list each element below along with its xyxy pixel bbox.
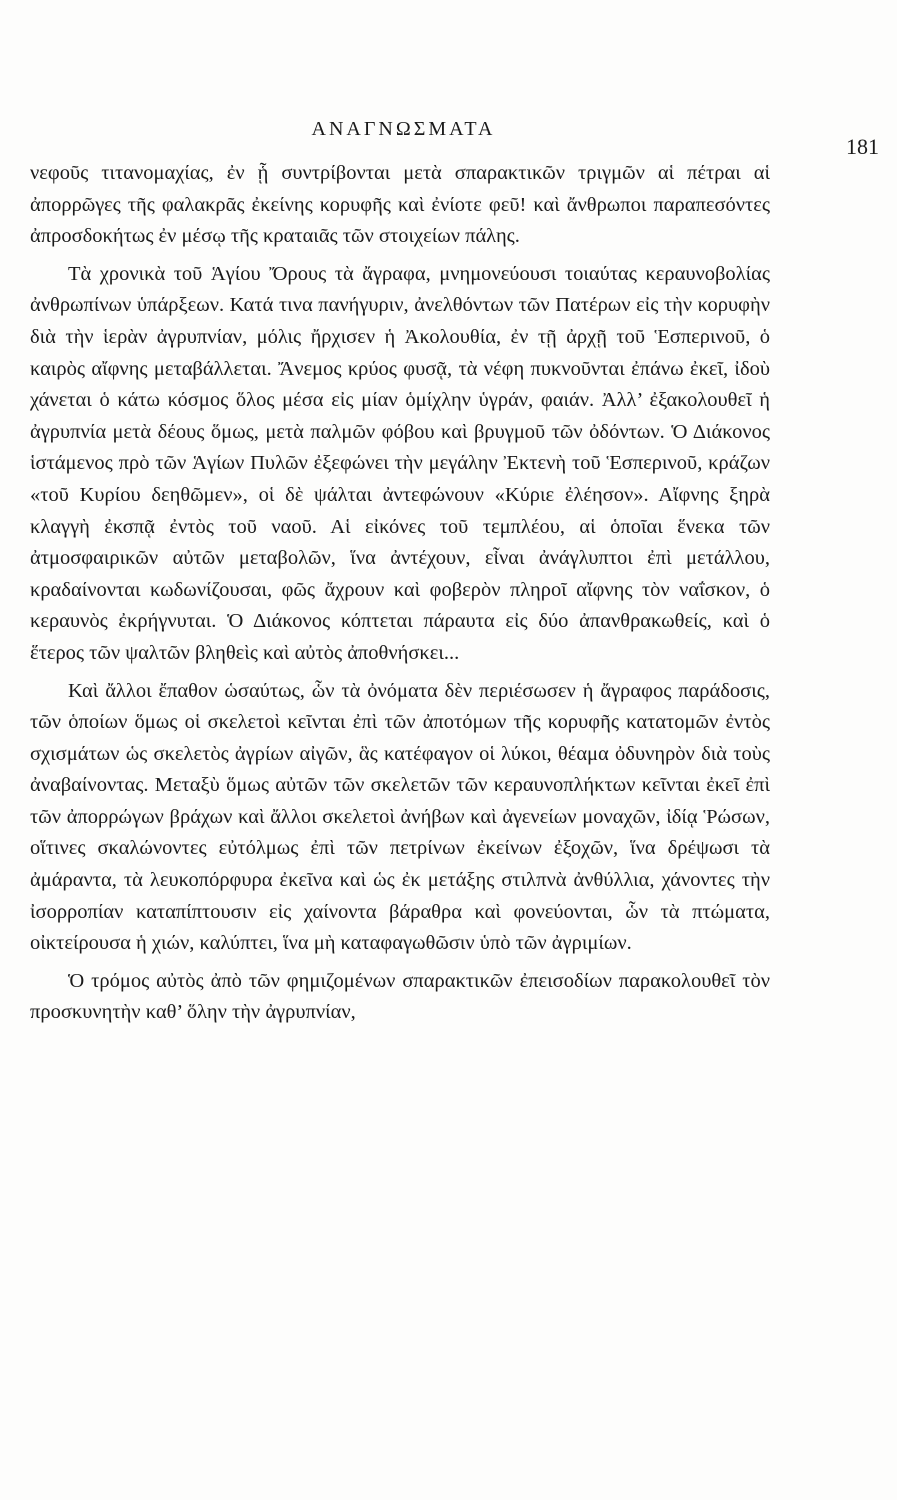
paragraph: Τὰ χρονικὰ τοῦ Ἁγίου Ὄρους τὰ ἄγραφα, μνημονεύουσι τοιαύτας κεραυνοβολίας ἀνθρωπίνων ὑπάρξεων. Κατά τινα πανήγυριν, ἀνελθόντων τῶν Πατέρων εἰς τὴν κορυφὴν διὰ τὴν ἱερὰν ἀγρυπνίαν, μόλις ἤρχισεν ἡ Ἀκολουθία, ἐν τῇ ἀρχῇ τοῦ Ἑσπερινοῦ, ὁ καιρὸς αἴφνης μεταβάλλεται. Ἄνεμος κρύος φυσᾷ, τὰ νέφη πυκνοῦνται ἐπάνω ἐκεῖ, ἰδοὺ χάνεται ὁ κάτω κόσμος ὅλος μέσα εἰς μίαν ὁμίχλην ὑγράν, φαιάν. Ἀλλ’ ἐξακολουθεῖ ἡ ἀγρυπνία μετὰ δέους ὅμως, μετὰ παλμῶν φόβου καὶ βρυγμοῦ τῶν ὀδόντων. Ὁ Διάκονος ἱστάμενος πρὸ τῶν Ἁγίων Πυλῶν ἐξεφώνει τὴν μεγάλην Ἐκτενὴ τοῦ Ἑσπερινοῦ, κράζων «τοῦ Κυρίου δεηθῶμεν», οἱ δὲ ψάλται ἀντεφώνουν «Κύριε ἐλέησον». Αἴφνης ξηρὰ κλαγγὴ ἐκσπᾷ ἐντὸς τοῦ ναοῦ. Αἱ εἰκόνες τοῦ τεμπλέου, αἱ ὁποῖαι ἕνεκα τῶν ἀτμοσφαιρικῶν αὐτῶν μεταβολῶν, ἵνα ἀντέχουν, εἶναι ἀνάγλυπτοι ἐπὶ μετάλλου, κραδαίνονται κωδωνίζουσαι, φῶς ἄχρουν καὶ φοβερὸν πληροῖ αἴφνης τὸν ναΐσκον, ὁ κεραυνὸς ἐκρήγνυται. Ὁ Διάκονος κόπτεται πάραυτα εἰς δύο ἀπανθρακωθείς, καὶ ὁ ἕτερος τῶν ψαλτῶν βληθεὶς καὶ αὐτὸς ἀποθνήσκει... (30, 262, 770, 664)
page-header (30, 118, 879, 159)
page-number: 181 (846, 134, 879, 159)
running-head: ΑΝΑΓΝΩΣΜΑΤΑ (311, 118, 496, 140)
paragraph: Καὶ ἄλλοι ἔπαθον ὡσαύτως, ὧν τὰ ὀνόματα δὲν περιέσωσεν ἡ ἄγραφος παράδοσις, τῶν ὁποίων ὅμως οἱ σκελετοὶ κεῖνται ἐπὶ τῶν ἀποτόμων τῆς κορυφῆς κατατομῶν ἐντὸς σχισμάτων ὡς σκελετὸς ἀγρίων αἰγῶν, ἃς κατέφαγον οἱ λύκοι, θέαμα ὀδυνηρὸν διὰ τοὺς ἀναβαίνοντας. Μεταξὺ ὅμως αὐτῶν τῶν σκελετῶν τῶν κεραυνοπλήκτων κεῖνται ἐκεῖ ἐπὶ τῶν ἀπορρώγων βράχων καὶ ἄλλοι σκελετοὶ ἀνήβων καὶ ἀγενείων μοναχῶν, ἰδίᾳ Ῥώσων, οἵτινες σκαλώνοντες εὐτόλμως ἐπὶ τῶν πετρίνων ἐκείνων ἐξοχῶν, ἵνα δρέψωσι τὰ ἀμάραντα, τὰ λευκοπόρφυρα ἐκεῖνα καὶ ὡς ἐκ μετάξης στιλπνὰ ἀνθύλλια, χάνοντες τὴν ἰσορροπίαν καταπίπτουσιν εἰς χαίνοντα βάραθρα καὶ φονεύονται, ὧν τὰ πτώματα, οἰκτείρουσα ἡ χιών, καλύπτει, ἵνα μὴ καταφαγωθῶσιν ὑπὸ τῶν ἀγριμίων. (30, 679, 770, 955)
paragraph: Ὁ τρόμος αὐτὸς ἀπὸ τῶν φημιζομένων σπαρακτικῶν ἐπεισοδίων παρακολουθεῖ τὸν προσκυνητὴν καθ’ ὅλην τὴν ἀγρυπνίαν, (30, 969, 770, 1024)
paragraph-continuation: νεφοῦς τιτανομαχίας, ἐν ᾗ συντρίβονται μετὰ σπαρακτικῶν τριγμῶν αἱ πέτραι αἱ ἀπορρῶγες τῆς φαλακρᾶς ἐκείνης κορυφῆς καὶ ἐνίοτε φεῦ! καὶ ἄνθρωποι παραπεσόντες ἀπροσδοκήτως ἐν μέσῳ τῆς κραταιᾶς τῶν στοιχείων πάλης. (30, 162, 770, 248)
body-text (30, 158, 770, 1029)
